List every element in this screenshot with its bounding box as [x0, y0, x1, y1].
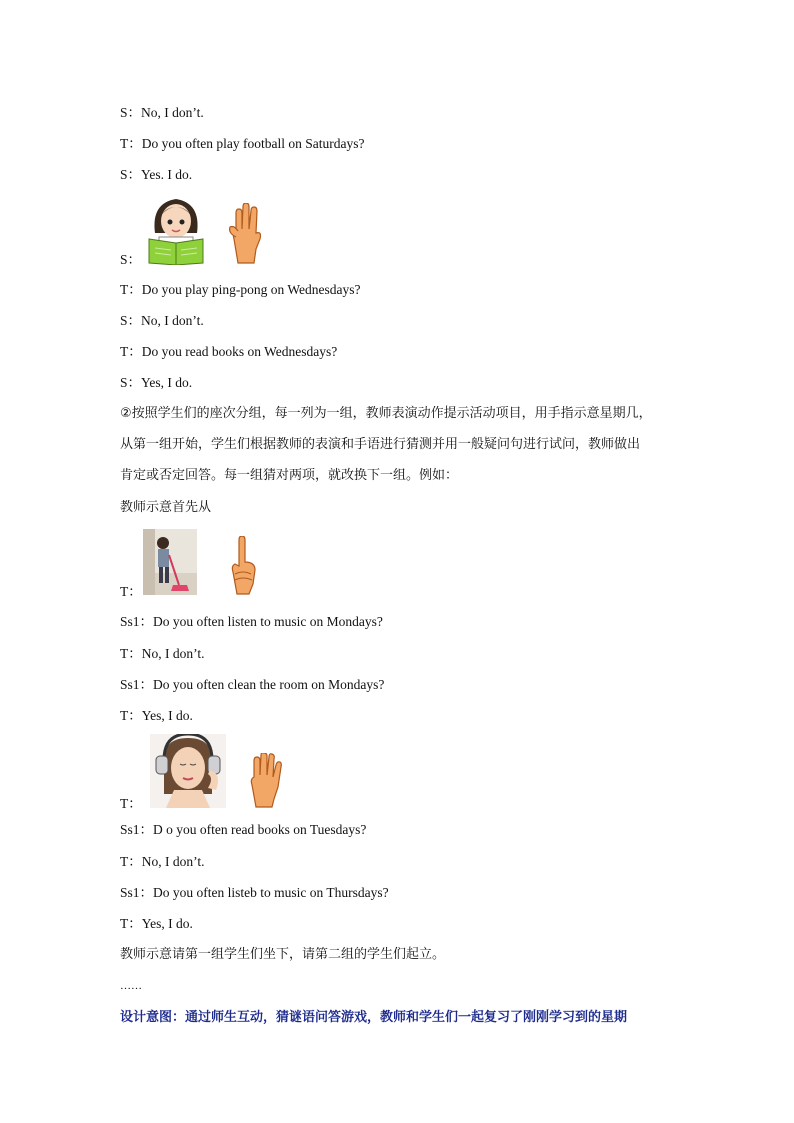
line-16: Ss1：Do you often clean the room on Mondays?	[120, 677, 385, 692]
line-23: 教师示意请第一组学生们坐下，请第二组的学生们起立。	[120, 947, 446, 962]
girl-reading-book-image	[145, 193, 207, 265]
hand-four-fingers-icon	[244, 753, 284, 809]
line-5: T：Do you play ping-pong on Wednesdays?	[120, 282, 361, 297]
line-1: S：No, I don’t.	[120, 105, 204, 120]
line-20: T：No, I don’t.	[120, 854, 205, 869]
girl-sweeping-photo	[143, 529, 197, 595]
line-4: S：	[120, 252, 142, 267]
line-13: T：	[120, 584, 142, 599]
line-7: T：Do you read books on Wednesdays?	[120, 344, 338, 359]
line-21: Ss1：Do you often listeb to music on Thursdays?	[120, 885, 389, 900]
line-18: T：	[120, 796, 142, 811]
line-8: S：Yes, I do.	[120, 375, 193, 390]
line-14: Ss1：Do you often listen to music on Mondays?	[120, 614, 383, 629]
line-3: S：Yes. I do.	[120, 167, 193, 182]
line-10: 从第一组开始，学生们根据教师的表演和手语进行猜测并用一般疑问句进行试问，教师做出	[120, 437, 641, 452]
line-15: T：No, I don’t.	[120, 646, 205, 661]
woman-headphones-photo	[150, 734, 226, 808]
line-9: ②按照学生们的座次分组，每一列为一组，教师表演动作提示活动项目，用手指示意星期几，	[120, 406, 652, 421]
line-24: ……	[120, 980, 142, 992]
design-intent-line: 设计意图：通过师生互动，猜谜语问答游戏，教师和学生们一起复习了刚刚学习到的星期	[120, 1010, 628, 1025]
line-22: T：Yes, I do.	[120, 916, 193, 931]
hand-one-finger-icon	[225, 536, 261, 596]
line-2: T：Do you often play football on Saturdays?	[120, 136, 365, 151]
line-12: 教师示意首先从	[120, 500, 212, 515]
hand-three-fingers-icon	[224, 203, 266, 265]
line-19: Ss1：D o you often read books on Tuesdays?	[120, 822, 367, 837]
line-11: 肯定或否定回答。每一组猜对两项，就改换下一组。例如：	[120, 468, 459, 483]
line-6: S：No, I don’t.	[120, 313, 204, 328]
line-17: T：Yes, I do.	[120, 708, 193, 723]
